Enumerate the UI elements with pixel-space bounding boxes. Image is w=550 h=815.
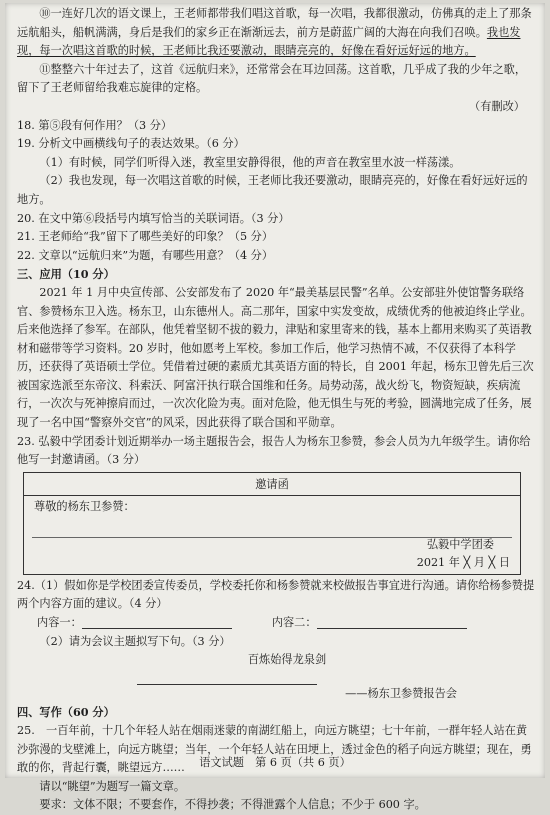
invitation-org: 弘毅中学团委: [426, 537, 494, 551]
question-19-1: （1）有时候，同学们听得入迷，教室里安静得很，他的声音在教室里水波一样荡漾。: [39, 155, 461, 169]
question-25-prompt: 请以“眺望”为题写一篇文章。: [39, 779, 186, 793]
question-25-requirements: 要求：文体不限；不要套作，不得抄袭；不得泄露个人信息；不少于 600 字。: [39, 798, 426, 812]
exam-page: [5, 3, 545, 812]
question-21: 21. 王老师给“我”留下了哪些美好的印象？（5 分）: [17, 230, 274, 244]
theme-blank[interactable]: [137, 670, 317, 685]
source-note: （有删改）: [469, 99, 525, 113]
question-19-2: （2）我也发现，每一次唱这首歌的时候，王老师比我还要激动，眼睛亮亮的，好像在看好远好远的地方。: [17, 174, 528, 206]
section-3-material: 2021 年 1 月中央宣传部、公安部发布了 2020 年“最美基层民警”名单。公安部驻外使馆警务联络官、参赞杨东卫入选。杨东卫，山东德州人。高二那年，国家中实发变故，成绩优秀的他被迫终止学业。后来他选择了参军。在部队，他凭着坚韧不拔的毅力，津贴和家里寄来的钱，基本上都用来购买了英语教材和磁带等学习资料。20 岁时，他如愿考上军校。参加工作后，他学习热情不减，不仅获得了本科学历，还获得了英语硕士学位。凭借着过硬的素质尤其英语方面的特长，自 2001 年起，杨东卫曾先后三次被国家选派至东帝汶、科索沃、阿富汗执行联合国维和任务。局势动荡，战火纷飞，物资短缺，疾病流行，一次次与死神擦肩而过，一次次化险为夷。面对危险，他无惧生与死的考验，圆满地完成了任务，展现了一名中国“警察外交官”的风采，因此获得了联合国和平勋章。: [17, 285, 534, 430]
content-2-blank[interactable]: [317, 614, 467, 629]
question-22: 22. 文章以“远航归来”为题，有哪些用意？（4 分）: [17, 248, 274, 262]
theme-attrib: ——杨东卫参赞报告会: [345, 686, 457, 700]
divider: [24, 495, 520, 496]
theme-line: 百炼始得龙泉剑: [247, 653, 327, 667]
page-footer: 语文试题 第 6 页（共 6 页）: [199, 756, 351, 769]
invitation-title: 邀请函: [255, 477, 289, 491]
invitation-greeting: 尊敬的杨东卫参赞：: [34, 499, 135, 513]
content-1-blank[interactable]: [82, 614, 232, 629]
question-18: 18. 第⑤段有何作用？（3 分）: [17, 118, 173, 132]
section-3-heading: 三、应用（10 分）: [17, 267, 115, 282]
underlined-sentence-2: 我也发现，每一次唱这首歌的时候，王老师比我还要激动，眼睛亮亮的，好像在看好远: [17, 25, 521, 58]
question-25: 25. 一百年前，十几个年轻人站在烟雨迷蒙的南湖红船上，向远方眺望；七十年前，一群年轻人站在黄沙弥漫的戈壁滩上，向远方眺望；当年，一个年轻人站在田埂上，透过金色的稻子向远方眺望；现在，勇敢的你，背起行囊，眺望远方……: [17, 724, 532, 775]
theme-blank-row: [137, 670, 537, 685]
invitation-date: 2021 年 ╳ 月 ╳ 日: [416, 555, 510, 569]
paragraph-10: ⑩一连好几次的语文课上，王老师都带我们唱这首歌，每一次唱，我都很激动，仿佛真的走上了那条远航船头，船帆满满，身后是我们的家乡正在渐渐远去，前方是蔚蓝广阔的大海在向我们召唤。我也发现，每一次唱这首歌的时候，王老师比我还要激动，眼睛亮亮的，好像在看好远好远的地方。: [17, 7, 532, 58]
question-24-1: 24.（1）假如你是学校团委宣传委员，学校委托你和杨参赞就来校做报告事宜进行沟通。请你给杨参赞提两个内容方面的建议。（4 分）: [17, 578, 535, 611]
question-20: 20. 在文中第⑥段括号内填写恰当的关联词语。（3 分）: [17, 211, 290, 225]
content-1-label: 内容一：: [37, 616, 82, 630]
page-content: [17, 5, 537, 815]
section-4-heading: 四、写作（60 分）: [17, 705, 115, 720]
paragraph-11: ⑪整整六十年过去了，这首《远航归来》，还常常会在耳边回荡。这首歌，几乎成了我的少年之歌，留下了王老师留给我难忘旋律的定格。: [17, 62, 527, 95]
content-fill-row: [37, 614, 537, 633]
question-23: 23. 弘毅中学团委计划近期举办一场主题报告会，报告人为杨东卫参赞，参会人员为九年级学生。请你给他写一封邀请函。（3 分）: [17, 434, 531, 467]
question-19: 19. 分析文中画横线句子的表达效果。（6 分）: [17, 137, 245, 151]
question-24-2: （2）请为会议主题拟写下句。（3 分）: [39, 634, 231, 648]
content-2-label: 内容二：: [271, 616, 317, 630]
invitation-box[interactable]: [23, 472, 521, 575]
